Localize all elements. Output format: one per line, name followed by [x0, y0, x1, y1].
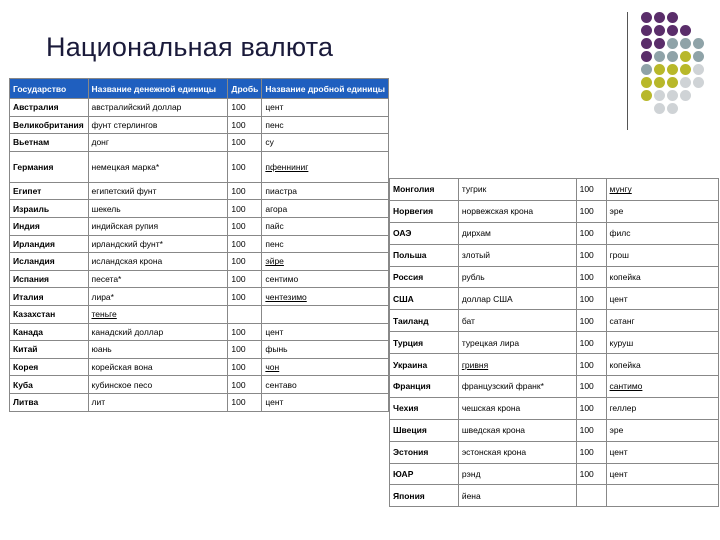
header-country: Государство — [10, 79, 89, 99]
cell-currency: гривня — [458, 354, 576, 376]
table-row — [390, 441, 719, 463]
decor-dot — [667, 51, 678, 62]
cell-country: Испания — [10, 270, 89, 288]
table-row — [10, 217, 389, 235]
table-row — [390, 288, 719, 310]
table-row — [390, 463, 719, 485]
cell-fraction: 100 — [228, 376, 262, 394]
cell-country: Китай — [10, 341, 89, 359]
cell-currency: шекель — [88, 200, 228, 218]
cell-currency: индийская рупия — [88, 217, 228, 235]
cell-fraction: 100 — [228, 270, 262, 288]
cell-currency: лира* — [88, 288, 228, 306]
table-row — [10, 376, 389, 394]
cell-subunit: пенс — [262, 116, 389, 134]
table-row — [10, 134, 389, 152]
currency-table-left — [9, 78, 389, 412]
cell-subunit: чентезимо — [262, 288, 389, 306]
table-row — [390, 485, 719, 507]
cell-fraction — [576, 485, 606, 507]
cell-country: Великобритания — [10, 116, 89, 134]
cell-fraction: 100 — [576, 419, 606, 441]
decor-dot — [667, 90, 678, 101]
decor-dot — [667, 77, 678, 88]
cell-fraction: 100 — [576, 376, 606, 398]
decor-dot — [641, 25, 652, 36]
cell-country: Франция — [390, 376, 459, 398]
cell-currency: злотый — [458, 244, 576, 266]
cell-subunit: агора — [262, 200, 389, 218]
table-row — [390, 222, 719, 244]
cell-fraction: 100 — [576, 266, 606, 288]
cell-fraction: 100 — [576, 222, 606, 244]
cell-subunit: цент — [262, 99, 389, 117]
table-row — [10, 151, 389, 182]
cell-currency: египетский фунт — [88, 182, 228, 200]
decor-dot — [641, 90, 652, 101]
cell-currency: корейская вона — [88, 358, 228, 376]
table-row — [10, 235, 389, 253]
cell-subunit: пиастра — [262, 182, 389, 200]
table-row — [10, 288, 389, 306]
decor-dot — [680, 51, 691, 62]
cell-country: Германия — [10, 151, 89, 182]
cell-currency: дирхам — [458, 222, 576, 244]
cell-fraction: 100 — [576, 463, 606, 485]
cell-subunit: фынь — [262, 341, 389, 359]
cell-subunit: эйре — [262, 253, 389, 271]
cell-currency: юань — [88, 341, 228, 359]
cell-currency: турецкая лира — [458, 332, 576, 354]
cell-subunit: сентимо — [262, 270, 389, 288]
cell-currency: ирландский фунт* — [88, 235, 228, 253]
cell-fraction: 100 — [228, 253, 262, 271]
cell-country: Индия — [10, 217, 89, 235]
decor-dot — [654, 25, 665, 36]
decor-dot — [654, 77, 665, 88]
decor-dot — [641, 77, 652, 88]
cell-subunit: цент — [262, 323, 389, 341]
cell-country: Россия — [390, 266, 459, 288]
cell-fraction: 100 — [228, 323, 262, 341]
table-row — [390, 376, 719, 398]
cell-currency: бат — [458, 310, 576, 332]
cell-subunit — [262, 305, 389, 323]
decor-dot — [680, 90, 691, 101]
cell-fraction: 100 — [228, 235, 262, 253]
cell-fraction: 100 — [228, 358, 262, 376]
table-row — [10, 305, 389, 323]
cell-subunit: цент — [606, 463, 718, 485]
cell-country: Литва — [10, 393, 89, 411]
table-row — [390, 397, 719, 419]
cell-subunit: пенс — [262, 235, 389, 253]
cell-country: Чехия — [390, 397, 459, 419]
cell-currency: тугрик — [458, 179, 576, 201]
cell-country: Исландия — [10, 253, 89, 271]
cell-fraction: 100 — [576, 179, 606, 201]
cell-fraction: 100 — [576, 441, 606, 463]
cell-currency: лит — [88, 393, 228, 411]
cell-subunit: пайс — [262, 217, 389, 235]
cell-currency: шведская крона — [458, 419, 576, 441]
header-subunit-name: Название дробной единицы — [262, 79, 389, 99]
table-row — [10, 182, 389, 200]
decor-dot — [641, 51, 652, 62]
cell-country: Казахстан — [10, 305, 89, 323]
table-row — [10, 341, 389, 359]
cell-fraction: 100 — [228, 217, 262, 235]
cell-currency: рубль — [458, 266, 576, 288]
decor-dot — [667, 38, 678, 49]
cell-country: Канада — [10, 323, 89, 341]
decor-dot — [641, 12, 652, 23]
decor-dot — [654, 103, 665, 114]
decor-dot — [654, 38, 665, 49]
cell-fraction — [228, 305, 262, 323]
table-header-row — [10, 79, 389, 99]
cell-subunit: цент — [262, 393, 389, 411]
cell-country: ЮАР — [390, 463, 459, 485]
cell-subunit: геллер — [606, 397, 718, 419]
cell-fraction: 100 — [228, 341, 262, 359]
cell-subunit: чон — [262, 358, 389, 376]
table-row — [390, 332, 719, 354]
cell-country: Турция — [390, 332, 459, 354]
table-row — [10, 393, 389, 411]
currency-table-right — [389, 178, 719, 507]
cell-country: США — [390, 288, 459, 310]
decor-dot — [641, 38, 652, 49]
cell-country: Корея — [10, 358, 89, 376]
decor-dot — [667, 103, 678, 114]
decor-dot — [693, 51, 704, 62]
cell-fraction: 100 — [576, 244, 606, 266]
cell-subunit: копейка — [606, 354, 718, 376]
cell-country: ОАЭ — [390, 222, 459, 244]
cell-fraction: 100 — [228, 134, 262, 152]
table-row — [10, 200, 389, 218]
decor-dot — [654, 64, 665, 75]
cell-currency: канадский доллар — [88, 323, 228, 341]
cell-country: Куба — [10, 376, 89, 394]
cell-country: Эстония — [390, 441, 459, 463]
cell-country: Польша — [390, 244, 459, 266]
cell-country: Монголия — [390, 179, 459, 201]
decor-dot — [680, 25, 691, 36]
table-row — [390, 354, 719, 376]
cell-subunit: грош — [606, 244, 718, 266]
cell-currency: фунт стерлингов — [88, 116, 228, 134]
table-row — [390, 244, 719, 266]
cell-subunit: эре — [606, 200, 718, 222]
cell-country: Израиль — [10, 200, 89, 218]
cell-currency: норвежская крона — [458, 200, 576, 222]
decor-dot — [680, 64, 691, 75]
table-row — [390, 200, 719, 222]
decor-dot — [667, 25, 678, 36]
cell-country: Египет — [10, 182, 89, 200]
cell-fraction: 100 — [228, 200, 262, 218]
cell-country: Италия — [10, 288, 89, 306]
cell-subunit: эре — [606, 419, 718, 441]
header-fraction: Дробь — [228, 79, 262, 99]
slide-title: Национальная валюта — [46, 32, 334, 62]
decor-dot — [693, 38, 704, 49]
cell-fraction: 100 — [228, 151, 262, 182]
cell-fraction: 100 — [576, 332, 606, 354]
cell-subunit: мунгу — [606, 179, 718, 201]
cell-subunit: цент — [606, 441, 718, 463]
table-row — [10, 116, 389, 134]
cell-country: Австралия — [10, 99, 89, 117]
header-currency-name: Название денежной единицы — [88, 79, 228, 99]
cell-fraction: 100 — [228, 116, 262, 134]
cell-fraction: 100 — [228, 99, 262, 117]
cell-currency: донг — [88, 134, 228, 152]
cell-fraction: 100 — [228, 288, 262, 306]
cell-currency: немецкая марка* — [88, 151, 228, 182]
cell-currency: теньге — [88, 305, 228, 323]
table-row — [10, 99, 389, 117]
decor-dot — [654, 90, 665, 101]
decor-dot — [654, 12, 665, 23]
cell-country: Вьетнам — [10, 134, 89, 152]
cell-country: Швеция — [390, 419, 459, 441]
cell-subunit: филс — [606, 222, 718, 244]
cell-subunit: сантимо — [606, 376, 718, 398]
cell-country: Япония — [390, 485, 459, 507]
cell-currency: рэнд — [458, 463, 576, 485]
decor-dot — [667, 12, 678, 23]
cell-fraction: 100 — [576, 397, 606, 419]
cell-fraction: 100 — [228, 393, 262, 411]
cell-subunit: цент — [606, 288, 718, 310]
table-row — [390, 179, 719, 201]
cell-country: Украина — [390, 354, 459, 376]
table-row — [390, 266, 719, 288]
cell-fraction: 100 — [576, 288, 606, 310]
table-row — [10, 253, 389, 271]
decor-dot — [680, 38, 691, 49]
decor-dot — [654, 51, 665, 62]
decor-dot — [693, 64, 704, 75]
cell-currency: кубинское песо — [88, 376, 228, 394]
cell-subunit: сатанг — [606, 310, 718, 332]
decor-dot — [680, 77, 691, 88]
cell-fraction: 100 — [576, 200, 606, 222]
cell-currency: австралийский доллар — [88, 99, 228, 117]
decor-dot — [693, 77, 704, 88]
cell-currency: йена — [458, 485, 576, 507]
table-row — [10, 270, 389, 288]
cell-currency: эстонская крона — [458, 441, 576, 463]
table-row — [390, 419, 719, 441]
cell-currency: французский франк* — [458, 376, 576, 398]
cell-subunit: сентаво — [262, 376, 389, 394]
cell-subunit: куруш — [606, 332, 718, 354]
cell-country: Норвегия — [390, 200, 459, 222]
cell-subunit — [606, 485, 718, 507]
cell-country: Таиланд — [390, 310, 459, 332]
cell-currency: песета* — [88, 270, 228, 288]
cell-fraction: 100 — [576, 354, 606, 376]
table-row — [10, 358, 389, 376]
cell-subunit: пфенниниг — [262, 151, 389, 182]
cell-subunit: копейка — [606, 266, 718, 288]
decor-dot — [641, 64, 652, 75]
cell-currency: чешская крона — [458, 397, 576, 419]
cell-currency: исландская крона — [88, 253, 228, 271]
cell-fraction: 100 — [228, 182, 262, 200]
cell-subunit: су — [262, 134, 389, 152]
cell-fraction: 100 — [576, 310, 606, 332]
table-row — [390, 310, 719, 332]
cell-country: Ирландия — [10, 235, 89, 253]
decor-dot — [667, 64, 678, 75]
divider-line — [627, 12, 628, 130]
cell-currency: доллар США — [458, 288, 576, 310]
table-row — [10, 323, 389, 341]
